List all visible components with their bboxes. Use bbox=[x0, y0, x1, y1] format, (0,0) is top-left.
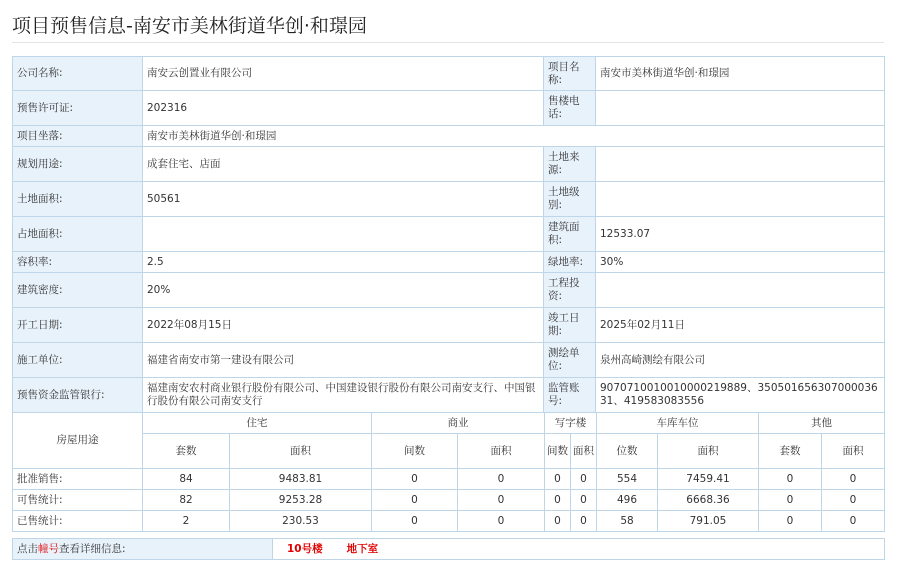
permit-label: 预售许可证: bbox=[13, 91, 143, 126]
sub-header: 间数 bbox=[372, 434, 458, 469]
cell: 0 bbox=[759, 511, 822, 532]
building-link-basement[interactable]: 地下室 bbox=[346, 542, 379, 555]
footer-hint bbox=[13, 539, 273, 560]
surveyor-value: 泉州高崎测绘有限公司 bbox=[596, 343, 885, 378]
table-row bbox=[13, 511, 885, 532]
location-value: 南安市美林街道华创·和璟园 bbox=[143, 126, 885, 147]
land-source-value bbox=[596, 147, 885, 182]
cell: 0 bbox=[759, 490, 822, 511]
info-row bbox=[13, 217, 885, 252]
cell: 0 bbox=[822, 490, 885, 511]
sales-phone-label: 售楼电话: bbox=[544, 91, 596, 126]
sub-header: 面积 bbox=[571, 434, 597, 469]
row-label: 批准销售: bbox=[13, 469, 143, 490]
hint-prefix: 点击 bbox=[17, 542, 38, 555]
project-name-label: 项目名称: bbox=[544, 57, 596, 91]
cell: 496 bbox=[597, 490, 658, 511]
usage-header: 房屋用途 bbox=[13, 413, 143, 469]
start-date-label: 开工日期: bbox=[13, 308, 143, 343]
title-divider bbox=[12, 42, 884, 43]
sub-header: 面积 bbox=[230, 434, 372, 469]
finish-date-label: 竣工日期: bbox=[544, 308, 596, 343]
cell: 0 bbox=[545, 511, 571, 532]
sales-phone-value bbox=[596, 91, 885, 126]
group-residential: 住宅 bbox=[143, 413, 372, 434]
cell: 0 bbox=[759, 469, 822, 490]
cell: 0 bbox=[458, 490, 545, 511]
info-row bbox=[13, 308, 885, 343]
project-name-value: 南安市美林街道华创·和璟园 bbox=[596, 57, 885, 91]
cell: 9253.28 bbox=[230, 490, 372, 511]
land-grade-label: 土地级别: bbox=[544, 182, 596, 217]
usage-value: 成套住宅、店面 bbox=[143, 147, 544, 182]
group-garage: 车库车位 bbox=[597, 413, 759, 434]
footprint-label: 占地面积: bbox=[13, 217, 143, 252]
plot-ratio-value: 2.5 bbox=[143, 252, 544, 273]
land-source-label: 土地来源: bbox=[544, 147, 596, 182]
footprint-value bbox=[143, 217, 544, 252]
surveyor-label: 测绘单位: bbox=[544, 343, 596, 378]
cell: 0 bbox=[458, 469, 545, 490]
cell: 0 bbox=[545, 469, 571, 490]
footer-row bbox=[13, 539, 885, 560]
row-label: 已售统计: bbox=[13, 511, 143, 532]
group-other: 其他 bbox=[759, 413, 885, 434]
info-row bbox=[13, 182, 885, 217]
hint-suffix: 查看详细信息: bbox=[59, 542, 126, 555]
group-commercial: 商业 bbox=[372, 413, 545, 434]
cell: 0 bbox=[458, 511, 545, 532]
bank-label: 预售资金监管银行: bbox=[13, 378, 143, 413]
plot-ratio-label: 容积率: bbox=[13, 252, 143, 273]
location-label: 项目坐落: bbox=[13, 126, 143, 147]
info-row bbox=[13, 378, 885, 413]
cell: 0 bbox=[571, 511, 597, 532]
permit-value: 202316 bbox=[143, 91, 544, 126]
page-title: 项目预售信息-南安市美林街道华创·和璟园 bbox=[12, 15, 367, 37]
cell: 9483.81 bbox=[230, 469, 372, 490]
cell: 791.05 bbox=[658, 511, 759, 532]
density-value: 20% bbox=[143, 273, 544, 308]
building-area-label: 建筑面积: bbox=[544, 217, 596, 252]
cell: 0 bbox=[372, 490, 458, 511]
building-area-value: 12533.07 bbox=[596, 217, 885, 252]
contractor-value: 福建省南安市第一建设有限公司 bbox=[143, 343, 544, 378]
cell: 58 bbox=[597, 511, 658, 532]
density-label: 建筑密度: bbox=[13, 273, 143, 308]
cell: 0 bbox=[372, 511, 458, 532]
bank-value: 福建南安农村商业银行股份有限公司、中国建设银行股份有限公司南安支行、中国银行股份有限公司南安支行 bbox=[143, 378, 544, 413]
info-row bbox=[13, 147, 885, 182]
finish-date-value: 2025年02月11日 bbox=[596, 308, 885, 343]
project-info-table bbox=[12, 56, 885, 413]
contractor-label: 施工单位: bbox=[13, 343, 143, 378]
land-area-value: 50561 bbox=[143, 182, 544, 217]
cell: 0 bbox=[372, 469, 458, 490]
sub-header: 位数 bbox=[597, 434, 658, 469]
cell: 0 bbox=[571, 469, 597, 490]
table-row bbox=[13, 490, 885, 511]
cell: 0 bbox=[822, 469, 885, 490]
info-row bbox=[13, 273, 885, 308]
usage-label: 规划用途: bbox=[13, 147, 143, 182]
cell: 6668.36 bbox=[658, 490, 759, 511]
building-links bbox=[273, 539, 885, 560]
cell: 0 bbox=[545, 490, 571, 511]
investment-label: 工程投资: bbox=[544, 273, 596, 308]
land-grade-value bbox=[596, 182, 885, 217]
sub-header: 套数 bbox=[759, 434, 822, 469]
info-row bbox=[13, 343, 885, 378]
sub-header: 面积 bbox=[458, 434, 545, 469]
sub-header: 间数 bbox=[545, 434, 571, 469]
sub-header: 面积 bbox=[822, 434, 885, 469]
cell: 554 bbox=[597, 469, 658, 490]
cell: 2 bbox=[143, 511, 230, 532]
building-link-10[interactable]: 10号楼 bbox=[287, 542, 323, 555]
investment-value bbox=[596, 273, 885, 308]
cell: 82 bbox=[143, 490, 230, 511]
cell: 230.53 bbox=[230, 511, 372, 532]
info-row bbox=[13, 91, 885, 126]
start-date-value: 2022年08月15日 bbox=[143, 308, 544, 343]
group-office: 写字楼 bbox=[545, 413, 597, 434]
green-ratio-value: 30% bbox=[596, 252, 885, 273]
info-row bbox=[13, 126, 885, 147]
cell: 84 bbox=[143, 469, 230, 490]
row-label: 可售统计: bbox=[13, 490, 143, 511]
green-ratio-label: 绿地率: bbox=[544, 252, 596, 273]
account-label: 监管账号: bbox=[544, 378, 596, 413]
cell: 7459.41 bbox=[658, 469, 759, 490]
cell: 0 bbox=[822, 511, 885, 532]
account-value: 90707100100100002198​89、35050165630700003631、419583083556 bbox=[596, 378, 885, 413]
info-row bbox=[13, 57, 885, 91]
sub-header: 面积 bbox=[658, 434, 759, 469]
land-area-label: 土地面积: bbox=[13, 182, 143, 217]
building-links-table bbox=[12, 538, 885, 560]
sales-stats-table bbox=[12, 412, 885, 532]
cell: 0 bbox=[571, 490, 597, 511]
company-label: 公司名称: bbox=[13, 57, 143, 91]
stats-sub-header-row bbox=[13, 434, 885, 469]
company-value: 南安云创置业有限公司 bbox=[143, 57, 544, 91]
sub-header: 套数 bbox=[143, 434, 230, 469]
table-row bbox=[13, 469, 885, 490]
hint-highlight: 幢号 bbox=[38, 542, 59, 555]
info-row bbox=[13, 252, 885, 273]
stats-group-header-row bbox=[13, 413, 885, 434]
